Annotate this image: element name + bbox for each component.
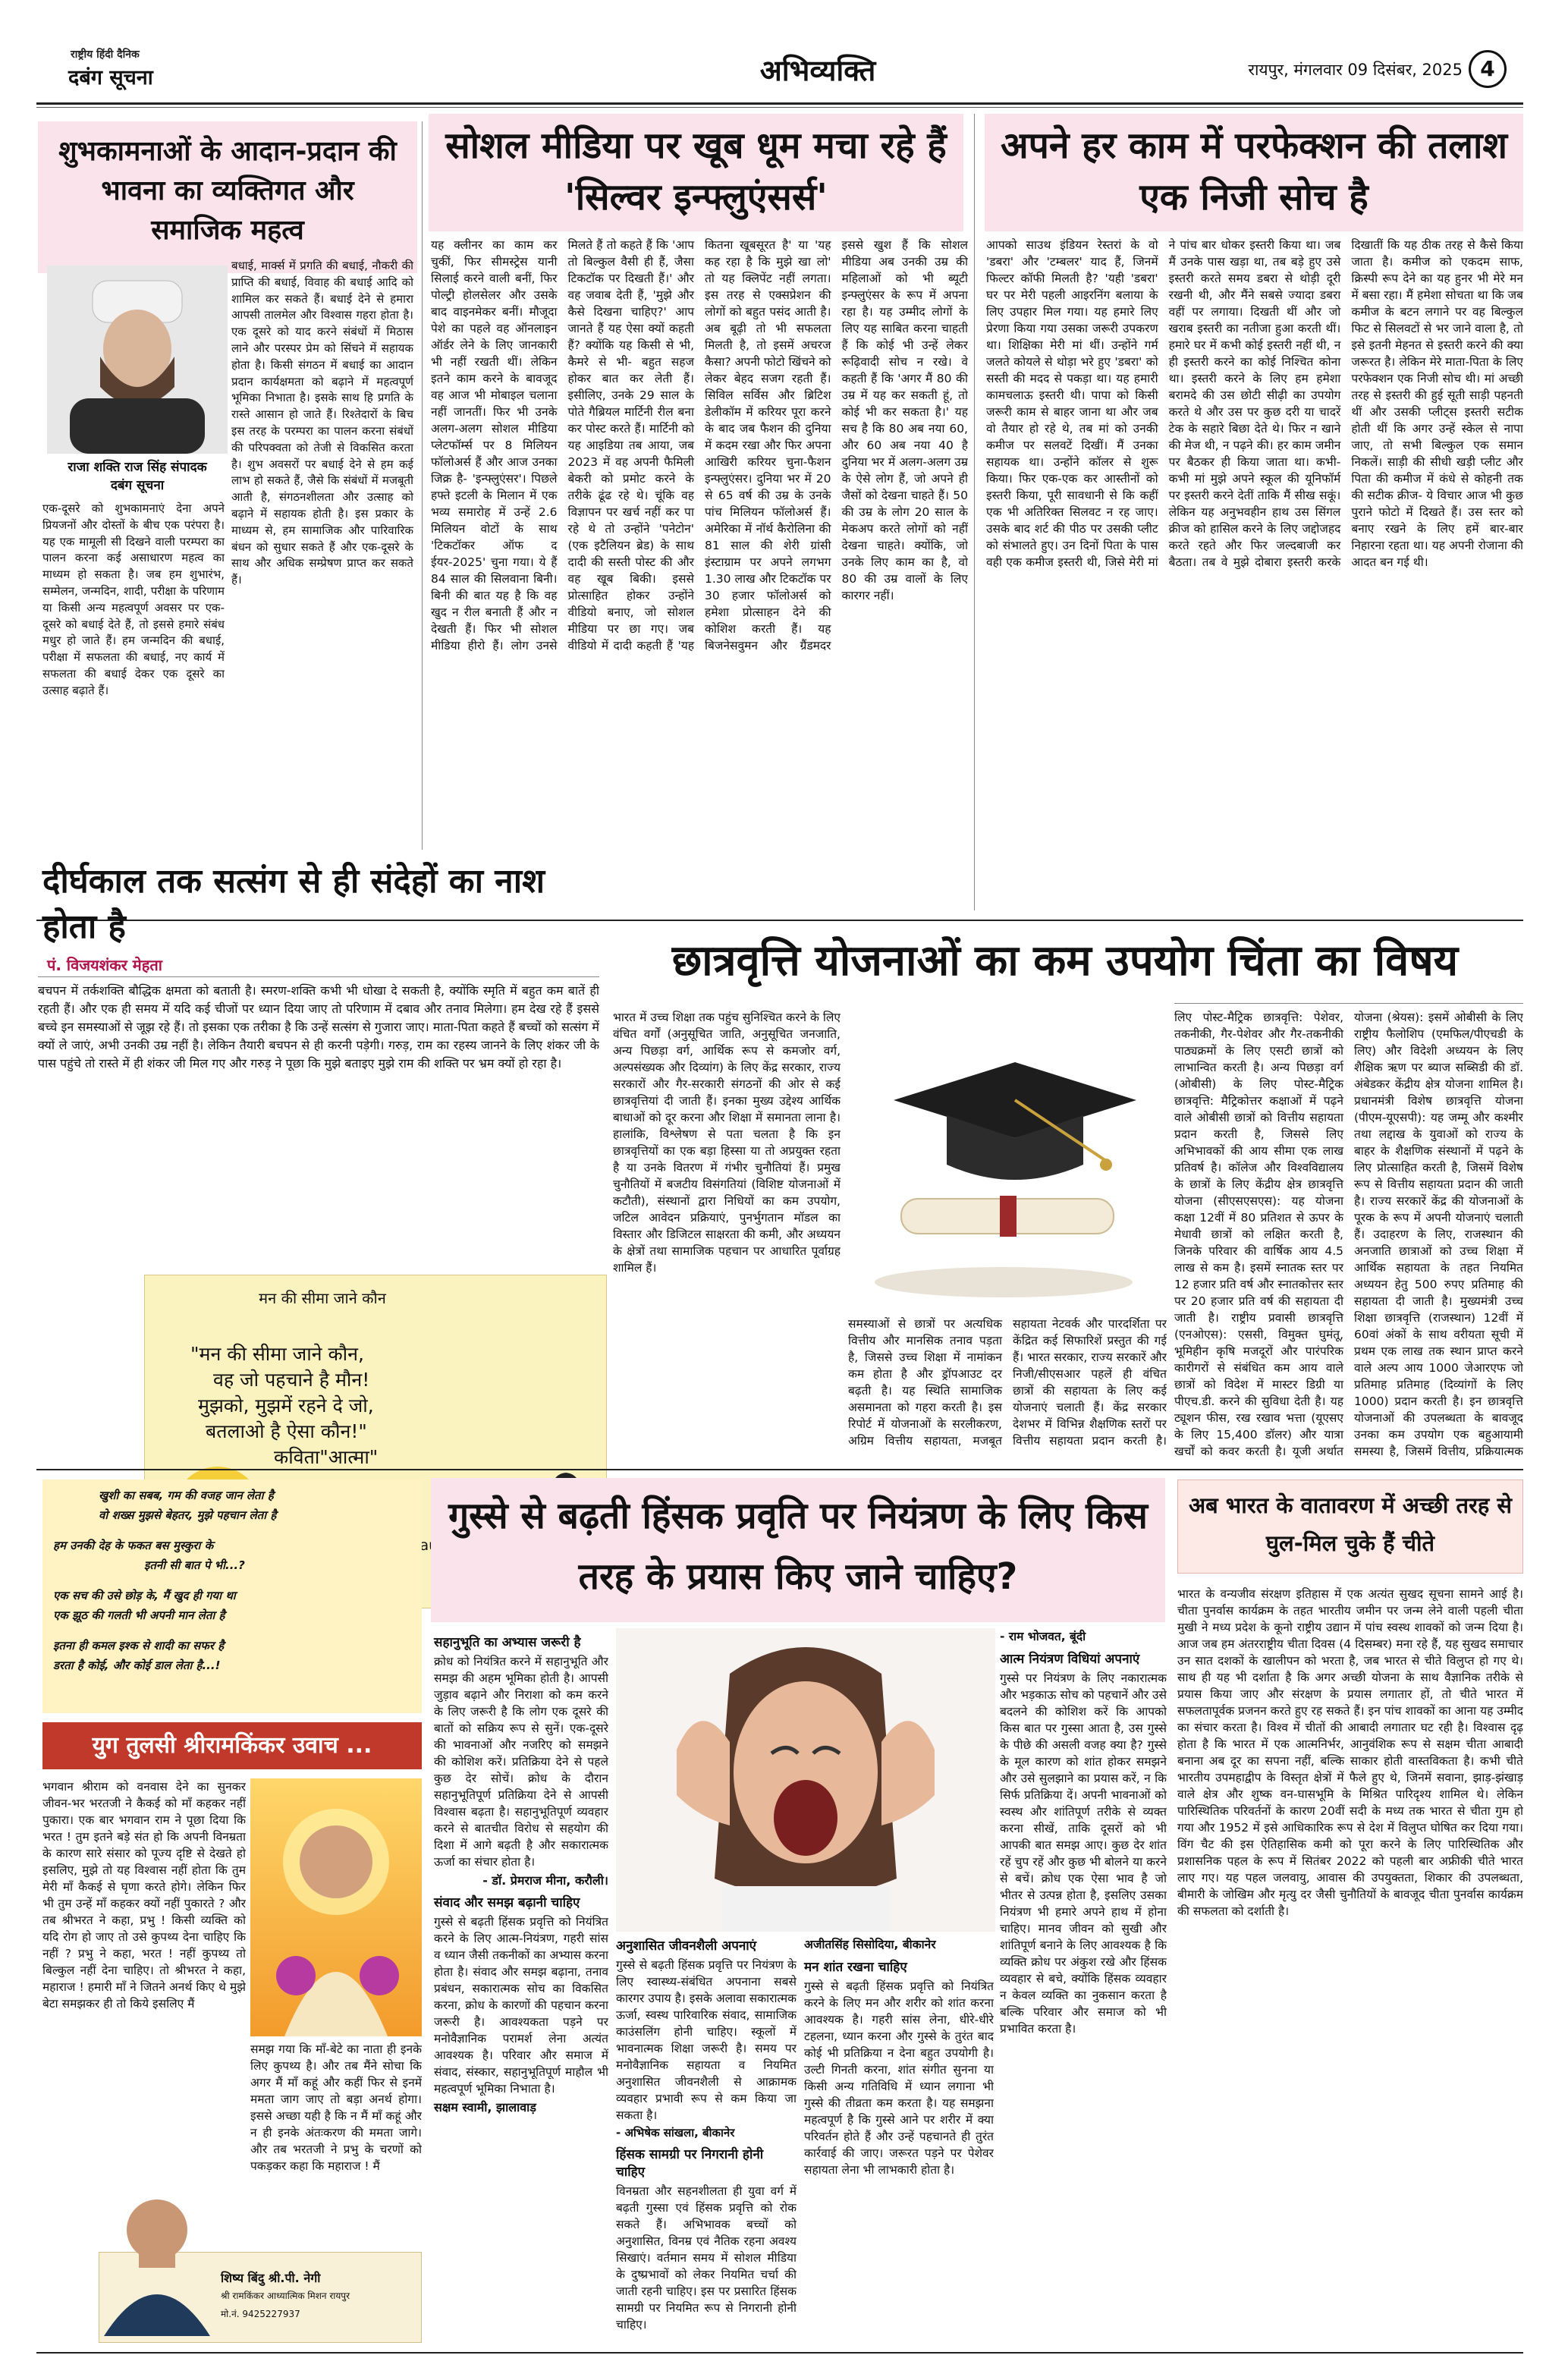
quote-line-3: हम उनकी देह के फकत बस मुस्कुरा के (53, 1539, 214, 1552)
quote-line-4: इतनी सी बात पे भी...? (144, 1558, 245, 1572)
article-7-col3-sign-wrap (1000, 1628, 1167, 1645)
masthead-name: दबंग सूचना (68, 66, 153, 90)
article-5-header (607, 927, 1523, 1003)
article-2-header (429, 114, 963, 231)
article-6-body: भगवान श्रीराम को वनवास देने का सुनकर जीवन-भर भरतजी ने कैकई को माँ कहकर नहीं पुकारा। एक बार भगवान राम ने पूछा दिया कि भरत ! तुम इतने बड़े संत हो कि अपनी विनम्रता के कारण सारे संसार को पूज्य दृष्टि से देखते हो इसलिए, मुझे तो यह विश्वास नहीं होता कि तुम मेरी माँ कैकई से घृणा करते होगे। लेकिन फिर भी तुम उन्हें माँ कहकर क्यों नहीं पुकारते ? और तब श्रीभरत ने कहा, प्रभु ! किसी व्यक्ति को यदि रोग हो जाए तो उसे कुपथ्य देना चाहिए कि नहीं ? प्रभु ने कहा, भरत ! नहीं कुपथ्य तो बिल्कुल नहीं देना चाहिए। तो श्रीभरत ने कहा, महाराज ! हमारी माँ ने जितने अनर्थ किए थे मुझे बेटा समझकर ही तो किये इसलिए मैं (42, 1780, 246, 2011)
article-7-col-4 (1000, 1628, 1167, 2349)
contributor-role: श्री रामकिंकर आध्यात्मिक मिशन रायपुर (221, 2291, 350, 2301)
article-3-header (985, 114, 1523, 231)
author-photo (47, 266, 228, 454)
quotes-box (42, 1479, 422, 1713)
article-4-body: बचपन में तर्कशक्ति बौद्धिक क्षमता को बताती है। स्मरण-शक्ति कभी भी धोखा दे सकती है, क्योंकि स्मृति में बहुत कम बातें ही रहती हैं। और एक ही समय में यदि कई चीजों पर ध्यान दिया जाए तो परिणाम में दबाव और तनाव मिलेगा। हम देख रहे हैं इससे बच्चे इन समस्याओं से जूझ रहे हैं। तो इसका एक तरीका है कि उन्हें सत्संग से गुजारा जाए। माता-पिता कहते हैं बच्चों को सत्संग में क्यों ले जाएं, अभी उनकी उम्र नहीं है। लेकिन तैयारी बचपन से ही करनी पड़ेगी। गरुड़, राम का रहस्य जानने के लिए शंकर जी के पास पहुंचे तो रास्ते में ही शंकर जी मिल गए और गरुड़ ने पूछा कि मुझे बताइए मुझे राम की शक्ति पर भ्रम क्यों हो रहा है। (38, 983, 599, 1071)
poem-line-3: मुझको, मुझमें रहने दे जो, (198, 1395, 374, 1417)
article-7-col2-text: गुस्से से बढ़ती हिंसक प्रवृत्ति पर नियंत्रण के लिए स्वास्थ्य-संबंधित अपनाना सबसे कारगर उपाय है। इसके अलावा सकारात्मक ऊर्जा, स्वस्थ पारिवारिक संवाद, सामाजिक काउंसलिंग होनी चाहिए। स्कूलों में भावनात्मक शिक्षा जरूरी है। समय पर मनोवैज्ञानिक सहायता व नियमित अनुशासित जीवनशैली से आक्रामक व्यवहार प्रभावी रूप से कम किया जा सकता है। (616, 1958, 797, 2122)
article-1-title: शुभकामनाओं के आदान-प्रदान की भावना का व्यक्तिगत और समाजिक महत्व (58, 136, 397, 246)
article-7-title: गुस्से से बढ़ती हिंसक प्रवृति पर नियंत्रण के लिए किस तरह के प्रयास किए जाने चाहिए? (448, 1495, 1148, 1598)
poem-line-2: वह जो पहचाने है मौन! (213, 1369, 370, 1391)
section-rule (36, 1469, 1523, 1470)
article-5-mid-text: समस्याओं से छात्रों पर अत्यधिक वित्तीय और मानसिक तनाव पड़ता है, जिससे उच्च शिक्षा में नामांकन कम होता है और ड्रॉपआउट दर बढ़ती है। यह स्थिति सामाजिक असमानता को गहरा करती है। इस रिपोर्ट में योजनाओं के सरलीकरण, अग्रिम वित्तीय सहायता, मजबूत सहायता नेटवर्क और पारदर्शिता पर केंद्रित कई सिफारिशें प्रस्तुत की गई हैं। भारत सरकार, राज्य सरकारें और निजी/सीएसआर पहलें ही वंचित छात्रों की सहायता के लिए कई योजनाएं चलाती हैं। केंद्र सरकार देशभर में विभिन्न शैक्षणिक स्तरों पर वित्तीय सहायता प्रदान करती है। (848, 1317, 1167, 1448)
col-divider (422, 121, 423, 850)
article-7-col-3 (804, 1936, 994, 2346)
article-2-title: सोशल मीडिया पर खूब धूम मचा रहे हैं 'सिल्वर इन्फ्लुएंसर्स' (445, 124, 947, 219)
sub-heading-4: हिंसक सामग्री पर निगरानी होनी चाहिए (616, 2147, 764, 2180)
quote-line-5: एक सच की उसे छोड़ के, मैं खुद ही गया था (53, 1589, 236, 1602)
article-8-body: भारत के वन्यजीव संरक्षण इतिहास में एक अत्यंत सुखद सूचना सामने आई है। चीता पुनर्वास कार्यक्रम के तहत भारतीय जमीन पर जन्म लेने वाली पहली चीता मुखी ने मध्य प्रदेश के कूनो राष्ट्रीय उद्यान में पांच स्वस्थ शावकों को जन्म दिया है। आज जब हम अंतरराष्ट्रीय चीता दिवस (4 दिसम्बर) मना रहे हैं, यह सुखद समाचार उन सात दशकों के खालीपन को भरता है, जब भारत से चीते विलुप्त हो गए थे। साथ ही यह भी दर्शाता है कि अगर अच्छी योजना के साथ वैज्ञानिक तरीके से प्रयास किया जाए और संरक्षण के प्रयास लगातार हों, तो चीते भारत में सफलतापूर्वक प्रजनन करते हुए रह सकते हैं। इन पांच शावकों का आना यह उम्मीद का संचार करता है। विश्व में चीतों की आबादी लगातार घट रही है। विश्वास दृढ़ होता है कि भारत में एक आत्मनिर्भर, आनुवंशिक रूप से सक्षम चीता आबादी बनाना अब दूर का सपना नहीं, बल्कि साकार होती वास्तविकता है। कभी चीते भारतीय उपमहाद्वीप के विस्तृत क्षेत्रों में फैले हुए थे, जिनमें सवाना, झाड़-झंखाड़ वाले क्षेत्र और शुष्क वन-घासभूमि के मिश्रित पारिदृश्य शामिल थे। लेकिन पारिस्थितिक परिवर्तनों के कारण 20वीं सदी के मध्य तक भारत से चीता गुम हो गया और 1952 में इसे आधिकारिक रूप से देश में विलुप्त घोषित कर दिया गया। विंग चैट की इस ऐतिहासिक कमी को पूरा करने के लिए पारिस्थितिक और प्रशासनिक पहल के रूप में सितंबर 2022 को पहली बार अफ्रीकी चीते भारत लाए गए। यह पहल जलवायु, आवास की उपयुक्तता, शिकार की उपलब्धता, बीमारी के जोखिम और मृत्यु दर जैसी चुनौतियों के बावजूद चीता पुनर्वास कार्यक्रम की सफलता को दर्शाती है। (1177, 1587, 1523, 1918)
article-7-col2-sign: - अभिषेक सांखला, बीकानेर (616, 2126, 735, 2140)
saint-image (250, 1778, 422, 2036)
sub-heading-1: सहानुभूति का अभ्यास जरूरी है (434, 1635, 581, 1650)
quote-line-6: एक झूठ की गलती भी अपनी मान लेता है (53, 1608, 225, 1622)
article-5-rule (1174, 1003, 1523, 1004)
article-5-left-text: भारत में उच्च शिक्षा तक पहुंच सुनिश्चित करने के लिए वंचित वर्गों (अनुसूचित जाति, अनुसूचित जनजाति, अन्य पिछड़ा वर्ग, आर्थिक रूप से कमजोर वर्ग, अल्पसंख्यक और दिव्यांग) के लिए केंद्र सरकार, राज्य सरकारों और गैर-सरकारी संगठनों की ओर से कई छात्रवृत्तियां दी जाती हैं। इनका मुख्य उद्देश्य आर्थिक बाधाओं को दूर करना और शिक्षा में समानता लाना है। हालांकि, विश्लेषण से पता चलता है कि इन छात्रवृत्तियों का एक बड़ा हिस्सा या तो अप्रयुक्त रहता है या उनके वितरण में गंभीर चुनौतियां हैं। प्रमुख चुनौतियों में बजटीय विसंगतियां (विशिष्ट योजनाओं में कटौती), संस्थानों द्वारा निधियों का कम उपयोग, जटिल आवेदन प्रक्रियाएं, पुनर्भुगतान मॉडल का विस्तार और डिजिटल साक्षरता की कमी, और अध्ययन के क्षेत्रों तथा सामाजिक पहचान पर आधारित पूर्वाग्रह शामिल हैं। (613, 1011, 841, 1275)
article-7-col1-text: क्रोध को नियंत्रित करने में सहानुभूति और समझ की अहम भूमिका होती है। आपसी जुड़ाव बढ़ाने और निराशा को कम करने के लिए जरूरी है कि लोग एक दूसरे की बातों को सक्रिय रूप से सुनें। एक-दूसरे की भावनाओं और नजरिए को समझने की कोशिश करें। प्रतिक्रिया देने से पहले कुछ देर सोचें। क्रोध के दौरान सहानुभूतिपूर्ण प्रतिक्रिया देने से आपसी विश्वास बढ़ता है। सहानुभूतिपूर्ण व्यवहार करने से बातचीत विरोध से सहयोग की दिशा में आगे बढ़ती है और सकारात्मक ऊर्जा का संचार होता है। (434, 1655, 608, 1869)
contributor-phone: मो.नं. 9425227937 (221, 2309, 300, 2319)
graduation-image (848, 1009, 1167, 1311)
article-7-header (431, 1478, 1165, 1622)
article-6-header (42, 1722, 422, 1769)
article-4-title: दीर्घकाल तक सत्संग से ही संदेहों का नाश होता है (42, 862, 545, 946)
sub-heading-3: अनुशासित जीवनशैली अपनाएं (616, 1939, 757, 1954)
article-8-header (1177, 1479, 1523, 1574)
author-photo-frame (47, 266, 228, 493)
article-7-col2b-sign: अजीतसिंह सिसोदिया, बीकानेर (804, 1938, 936, 1951)
article-1-body-bottom: एक-दूसरे को शुभकामनाएं देना अपने प्रियजनों और दोस्तों के बीच एक परंपरा है। यह एक मामूली सी दिखने वाली परम्परा का पालन करना कई असाधारण महत्व का माध्यम हो सकता है। जब हम शुभारंभ, सम्मेलन, जन्मदिन, शादी, परीक्षा के परिणाम या किसी अन्य महत्वपूर्ण अवसर पर एक-दूसरे को बधाई देते हैं, तो इससे हमारे संबंध मधुर हो जाते हैं। हम जन्मदिन की बधाई, परीक्षा में सफलता की बधाई, नए कार्य में सफलता की बधाई देकर एक दूसरे का उत्साह बढ़ाते हैं। (42, 502, 225, 697)
author-caption: राजा शक्ति राज सिंह संपादक दबंग सूचना (68, 460, 207, 493)
page-number-badge: 4 (1469, 50, 1507, 88)
article-8-title: अब भारत के वातावरण में अच्छी तरह से घुल-मिल चुके हैं चीते (1189, 1492, 1512, 1556)
masthead-rule (36, 102, 1523, 105)
quote-line-1: खुशी का सबब, गम की वजह जान लेता है (99, 1489, 274, 1502)
article-7-col-2 (616, 1936, 797, 2346)
article-3-body: आपको साउथ इंडियन रेस्तरां के वो 'डबरा' और 'टम्बलर' याद हैं, जिनमें फिल्टर कॉफी मिलती है? 'यही 'डबरा' घर पर मेरी पहली आइरनिंग बलाया के लिए उपहार मिल गया। यह हमारे लिए प्रेरणा किया गया उसका जरूरी उपकरण था। शिक्षिका मेरी मां थीं। उन्होंने गर्म जलते कोयले से थोड़ा भरे हुए 'डबरा' को सस्ती की मदद से पकड़ा था। यह हमारी कामचलाऊ इस्तरी थी। पापा को किसी जरूरी काम से बाहर जाना था और जब वो तैयार हो रहे थे, तब मां को उनकी कमीज पर सलवटें दिखीं। मैं उनका सहायक था। उन्होंने कॉलर से शुरू किया। फिर एक-एक कर आस्तीनों को इस्तरी किया, पूरी सावधानी से कि कहीं एक भी अतिरिक्त सिलवट न रह जाए। उसके बाद शर्ट की पीठ पर उसकी प्लीट को संभालते हुए। उन दिनों पिता के पास वही एक कमीज इस्तरी थी, जिसे मेरी मां ने पांच बार धोकर इस्तरी किया था। जब मैं उनके पास खड़ा था, तब बड़े हुए उसे इस्तरी करते समय डबरा से थोड़ी दूरी रखनी थी, और मैंने सबसे ज्यादा डबरा वहीं पर लगाया। दिखती थीं और जो खराब इस्तरी का नतीजा हुआ करती थीं। हमारे घर में कभी कोई इस्तरी नहीं थी, न ही इस्तरी करने का कोई निश्चित कोना था। इस्तरी करने के लिए हम हमेशा बरामदे की उस छोटी सीढ़ी का उपयोग करते थे और उस पर कुछ दरी या चादरें टेक के सहारे बिछा देते थे। फिर न खाने की मेज थी, न पढ़ने की। हर काम जमीन पर बैठकर ही किया जाता था। कभी-कभी मां मुझे अपने स्कूल की यूनिफॉर्म पर इस्तरी करने देतीं ताकि मैं सीख सकूं। लेकिन यह अनुभवहीन हाथ उस सिंगल क्रीज को हासिल करने के लिए जद्दोजहद करते रहते और फिर जल्दबाजी कर बैठता। तब वे मुझे दोबारा इस्तरी करके दिखातीं कि यह ठीक तरह से कैसे किया जाता है। कमीज को एकदम साफ, क्रिस्पी रूप देने का यह हुनर भी मेरे मन में बसा रहा। मैं हमेशा सोचता था कि जब कमीज के बटन लगाने पर वह बिल्कुल फिट से सिलवटों से भर जाने वाला है, तो इसे इतनी मेहनत से इस्तरी करने की क्या जरूरत है। लेकिन मेरे माता-पिता के लिए परफेक्शन एक निजी सोच थी। मां अच्छी तरह से इस्तरी की हुई सूती साड़ी पहनती थीं और उसकी प्लीट्स इस्तरी सटीक होती थीं कि अगर उन्हें स्केल से नापा जाए, तो सभी बिल्कुल एक समान निकलें। साड़ी की सीधी खड़ी प्लीट और पिता की कमीज में कंधे से कोहनी तक की सटीक क्रीज- ये विचार आज भी कुछ पुराने फोटो में दिखते हैं। उस स्तर को बनाए रखने के लिए हमें बार-बार निहारना रहता था। यह अपनी रोजाना की आदत बन गई थी। (986, 238, 1523, 569)
masthead (36, 46, 1531, 99)
sub-heading-6: आत्म नियंत्रण विधियां अपनाएं (1000, 1652, 1140, 1667)
section-title: अभिव्यक्ति (759, 54, 876, 87)
article-4-byline: पं. विजयशंकर मेहता (38, 953, 599, 977)
article-7-col-1 (434, 1628, 608, 2349)
article-5-right-text: लिए पोस्ट-मैट्रिक छात्रवृत्ति: पेशेवर, तकनीकी, गैर-पेशेवर और गैर-तकनीकी पाठ्यक्रमों के लिए एसटी छात्रों को लाभान्वित करती है। अन्य पिछड़ा वर्ग (ओबीसी) के लिए पोस्ट-मैट्रिक छात्रवृत्ति: मैट्रिकोत्तर कक्षाओं में पढ़ने वाले ओबीसी छात्रों को वित्तीय सहायता प्रदान करती है, जिससे लिए अभिभावकों की आय सीमा एक लाख प्रतिवर्ष है। कॉलेज और विश्वविद्यालय के छात्रों के लिए केंद्रीय क्षेत्र छात्रवृत्ति योजना (सीएसएसएस): यह योजना कक्षा 12वीं में 80 प्रतिशत से ऊपर के मेधावी छात्रों को लक्षित करती है, जिनके परिवार की वार्षिक आय 4.5 लाख से कम है। इसमें स्नातक स्तर पर 12 हजार प्रति वर्ष और स्नातकोत्तर स्तर पर 20 हजार प्रति वर्ष की सहायता दी जाती है। राष्ट्रीय प्रवासी छात्रवृत्ति (एनओएस): एससी, विमुक्त घुमंतू, भूमिहीन कृषि मजदूरों और पारंपरिक कारीगरों से संबंधित कम आय वाले छात्रों को विदेश में मास्टर डिग्री या पीएच.डी. करने की सुविधा देती है। यह ट्यूशन फीस, रख रखाव भत्ता (यूएसए के लिए 15,400 डॉलर) और यात्रा खर्चों को कवर करती है। यूजी अर्थात योजना (श्रेयस): इसमें ओबीसी के लिए राष्ट्रीय फैलोशिप (एमफिल/पीएचडी के लिए) और विदेशी अध्ययन के लिए शैक्षिक ऋण पर ब्याज सब्सिडी की डॉ. अंबेडकर केंद्रीय क्षेत्र योजना शामिल है। प्रधानमंत्री विशेष छात्रवृत्ति योजना (पीएम-यूएसपी): यह जम्मू और कश्मीर तथा लद्दाख के युवाओं को राज्य के बाहर के शैक्षणिक संस्थानों में पढ़ने के लिए प्रोत्साहित करती है, जिसमें विशेष रूप से वित्तीय सहायता प्रदान की जाती है। राज्य सरकारें केंद्र की योजनाओं के पूरक के रूप में अपनी योजनाएं चलाती हैं। उदाहरण के लिए, राजस्थान की अनजाति छात्राओं को उच्च शिक्षा में आर्थिक सहायता के तहत नियमित अध्ययन हेतु 500 रुपए प्रतिमाह की सहायता दी जाती है। मुख्यमंत्री उच्च शिक्षा छात्रवृत्ति (राजस्थान) 12वीं में 60वां अंकों के साथ वरीयता सूची में प्रथम एक लाख तक स्थान प्राप्त करने वाले अल्प आय 1000 जेआरएफ जो प्रतिमाह प्रतिमाह (दिव्यांगों के लिए 1000) प्रदान करती है। इन छात्रवृत्ति योजनाओं की उपलब्धता के बावजूद उनका कम उपयोग एक बहुआयामी समस्या है, जिसमें वित्तीय, प्रक्रियात्मक (1174, 1011, 1523, 1458)
graduation-cap-icon (848, 1009, 1167, 1311)
poem-title: मन की सीमा जाने कौन (259, 1289, 386, 1307)
poem-line-5: कविता"आत्मा" (274, 1446, 379, 1468)
article-7-col4-text: गुस्से पर नियंत्रण के लिए नकारात्मक और भड़काऊ सोच को पहचानें और उसे बदलने की कोशिश करें कि आपको किस बात पर गुस्सा आता है, उस गुस्से के पीछे की असली वजह क्या है? गुस्से के मूल कारण को शांत होकर समझने और उसे सुलझाने का प्रयास करें, न कि सिर्फ प्रतिक्रिया दें। अपनी भावनाओं को स्वस्थ और शांतिपूर्ण तरीके से व्यक्त करना सीखें, ताकि दूसरों को भी आपकी बात समझ आए। कुछ देर शांत रहें चुप रहें और कुछ भी बोलने या करने से बचें। क्रोध एक ऐसा भाव है जो भीतर से उत्पन्न होता है, इसलिए उसका नियंत्रण भी हमारे अपने हाथ में होना चाहिए। मानव जीवन को सुखी और शांतिपूर्ण बनाने के लिए आवश्यक है कि व्यक्ति क्रोध पर अंकुश रखे और हिंसक व्यवहार से बचे, क्योंकि हिंसक व्यवहार न केवल व्यक्ति का नुकसान करता है बल्कि परिवार और समाज को भी प्रभावित करता है। (1000, 1671, 1167, 2036)
contributor-name: शिष्य बिंदु श्री.पी. नेगी (221, 2271, 321, 2285)
masthead-tagline: राष्ट्रीय हिंदी दैनिक (71, 49, 140, 61)
article-7-col1b-sign: सक्षम स्वामी, झालावाड़ (434, 2100, 536, 2115)
quote-line-7: इतना ही कमल इश्क से शादी का सफर है (53, 1639, 225, 1652)
quote-line-8: डरता है कोई, और कोई डाल लेता है...! (53, 1659, 221, 1672)
col-divider (974, 114, 975, 910)
article-7-col2b-sign-wrap (804, 1936, 994, 1953)
poem-line-4: बतलाओ है ऐसा कौन!" (206, 1420, 367, 1442)
quote-line-2: वो शख्स मुझसे बेहतर, मुझे पहचान लेता है (99, 1508, 277, 1522)
sub-heading-2: संवाद और समझ बढ़ानी चाहिए (434, 1895, 580, 1910)
article-6-footer (99, 2252, 422, 2343)
article-7-col1b-text: गुस्से से बढ़ती हिंसक प्रवृत्ति को नियंत्रित करने के लिए आत्म-नियंत्रण, गहरी सांस व ध्यान जैसी तकनीकों का अभ्यास करना होता है। संवाद और समझ बढ़ाना, तनाव प्रबंधन, सकारात्मक सोच का विकसित करना, क्रोध के कारणों की पहचान करना जरूरी है। आवश्यकता पड़ने पर मनोवैज्ञानिक परामर्श लेना अत्यंत आवश्यक है। परिवार और समाज में संवाद, संस्कार, सहानुभूतिपूर्ण माहौल भी महत्वपूर्ण भूमिका निभाता है। (434, 1915, 608, 2096)
article-7-col3-sign: - राम भोजवत, बूंदी (1000, 1630, 1086, 1643)
article-7-col2b-text: विनम्रता और सहनशीलता ही युवा वर्ग में बढ़ती गुस्सा एवं हिंसक प्रवृत्ति को रोक सकते हैं। अभिभावक बच्चों को अनुशासित, विनम्र एवं नैतिक रहना अवश्य सिखाएं। वर्तमान समय में सोशल मीडिया के दुष्प्रभावों को लेकर नियमित चर्चा की जाती रहनी चाहिए। इस पर प्रसारित हिंसक सामग्री पर नियमित रूप से निगरानी होनी चाहिए। (616, 2184, 797, 2332)
poem-line-1: "मन की सीमा जाने कौन, (190, 1343, 364, 1365)
article-6-body-2: समझ गया कि माँ-बेटे का नाता ही इनके लिए कुपथ्य है। और तब मैंने सोचा कि अगर मैं माँ कहूं और कहीं फिर से इनमें ममता जाग जाए तो बड़ा अनर्थ होगा। इससे अच्छा यही है कि न मैं माँ कहूं और न ही इनके अंतःकरण की ममता जागे। और तब भरतजी ने प्रभु के चरणों को पकड़कर कहा कि महाराज ! मैं (250, 2042, 422, 2173)
article-5-title: छात्रवृत्ति योजनाओं का कम उपयोग चिंता का विषय (671, 936, 1459, 986)
page-bottom-rule (36, 2352, 1523, 2354)
article-6-title: युग तुलसी श्रीरामकिंकर उवाच ... (92, 1732, 372, 1759)
article-1-header (38, 121, 417, 273)
article-3-title: अपने हर काम में परफेक्शन की तलाश एक निजी सोच है (1000, 124, 1508, 219)
article-2-body: यह क्लीनर का काम कर चुकीं, फिर सीमस्ट्रेस यानी सिलाई करने वाली बनीं, फिर पोल्ट्री होलसेलर और उसके बाद वाइनमेकर बनीं। मौजूदा पेशे का पहले वह ऑनलाइन ऑर्डर लेने के लिए जानकारी भी नहीं रखती थीं। लेकिन इतने काम करने के बावजूद वह आज भी मोबाइल चलाना नहीं जानतीं। फिर भी उनके अलग-अलग सोशल मीडिया प्लेटफॉर्म्स पर 8 मिलियन फॉलोअर्स हैं और आज उनका जिक्र है- 'इन्फ्लुएंसर'। पिछले हफ्ते इटली के मिलान में एक भव्य समारोह में उन्हें 2.6 मिलियन वोटों के साथ 'टिकटॉकर ऑफ द ईयर-2025' चुना गया। ये हैं 84 साल की सिलवाना बिनी। बिनी की बात यह है कि वह खुद न रील बनाती हैं और न देखती हैं। फिर भी सोशल मीडिया हीरो हैं। लोग उनसे मिलते हैं तो कहते हैं कि 'आप तो बिल्कुल वैसी ही हैं, जैसा टिकटॉक पर दिखती हैं।' और वह जवाब देती हैं, 'मुझे और कैसे दिखना चाहिए?' आप जानते हैं यह ऐसा क्यों कहती हैं? क्योंकि यह किसी से भी, कैमरे से भी- बहुत सहज होकर बात कर लेती हैं। इसीलिए, उनके 29 साल के पोते गैब्रियल मार्टिनी रील बना कर पोस्ट करते हैं। मार्टिनी को यह आइडिया तब आया, जब 2023 में वह अपनी फैमिली बेकरी को प्रमोट करने के तरीके ढूंढ रहे थे। चूंकि वह विज्ञापन पर खर्च नहीं कर पा रहे थे तो उन्होंने 'पनेटोन' (एक इटैलियन ब्रेड) के साथ दादी की सस्ती पोस्ट की और वह खूब बिकी। इससे प्रोत्साहित होकर उन्होंने वीडियो बनाए, जो सोशल मीडिया पर छा गए। जब वीडियो में दादी कहती हैं 'यह कितना खूबसूरत है' या 'यह कह रहा है कि मुझे खा लो' तो यह क्लिपेंट नहीं लगता। इस तरह से एक्सप्रेशन की लोगों को बहुत पसंद आती है। अब बूढ़ी तो भी सफलता मिलती है, तो इसमें अचरज कैसा? अपनी फोटो खिंचने को लेकर बेहद सजग रहती हैं। सिविल सर्विस और ब्रिटिश डेलीकॉम में करियर पूरा करने के बाद जब फैशन की दुनिया में कदम रखा और फिर अपना आखिरी करियर चुना-फैशन इन्फ्लुएंसर। दुनिया भर में 20 से 65 वर्ष की उम्र के उनके पांच मिलियन फॉलोअर्स हैं। अमेरिका में नॉर्थ कैरोलिना की 81 साल की शेरी ग्रांसी इंस्टाग्राम पर अपने लगभग 1.30 लाख और टिकटॉक पर 30 हजार फॉलोअर्स को हमेशा प्रोत्साहन देने की कोशिश करती हैं। यह बिजनेसवुमन और ग्रैंडमदर इससे खुश हैं कि सोशल मीडिया अब उनकी उम्र की महिलाओं को भी ब्यूटी इन्फ्लुएंसर के रूप में अपना रहा है। यह उम्मीद लोगों के लिए यह साबित करना चाहती हैं कि कोई भी उन्हें लेकर रूढ़िवादी सोच न रखे। वे कहती हैं कि 'अगर मैं 80 की उम्र में यह कर सकती हूं, तो कोई भी कर सकता है।' यह सच है कि 80 अब नया 60, और 60 अब नया 40 है दुनिया भर में अलग-अलग उम्र के ऐसे लोग हैं, जो अपने ही जैसों को देखना चाहते हैं। 50 की उम्र के लोग 20 साल के मेकअप करते लोगों को नहीं देखना चाहते। क्योंकि, जो उनके लिए काम का है, वो 80 की उम्र वालों के लिए कारगर नहीं। (431, 238, 968, 652)
article-4 (38, 856, 599, 1281)
sub-heading-5: मन शांत रखना चाहिए (804, 1960, 907, 1975)
article-7-col1-sign: - डॉ. प्रेमराज मीना, करौली। (482, 1873, 608, 1888)
contributor-photo (104, 2184, 210, 2336)
saint-portrait (250, 1778, 422, 2036)
dateline: रायपुर, मंगलवार 09 दिसंबर, 2025 (1248, 61, 1463, 79)
article-7-col3-text: गुस्से से बढ़ती हिंसक प्रवृत्ति को नियंत्रित करने के लिए मन और शरीर को शांत करना आवश्यक है। गहरी सांस लेना, धीरे-धीरे टहलना, ध्यान करना और गुस्से के तुरंत बाद कोई भी प्रतिक्रिया न देना बहुत उपयोगी है। उल्टी गिनती करना, शांत संगीत सुनना या किसी अन्य गतिविधि में ध्यान लगाना भी गुस्से की तीव्रता कम करता है। यह समझना महत्वपूर्ण है कि गुस्से आने पर शरीर में क्या परिवर्तन होते हैं और उन्हें पहचानते ही तुरंत कार्रवाई की जाए। जरूरत पड़ने पर पेशेवर सहायता लेना भी लाभकारी होता है। (804, 1979, 994, 2177)
article-1-body-top: बधाई, मार्क्स में प्रगति की बधाई, नौकरी की प्राप्ति की बधाई, विवाह की बधाई आदि को शामिल कर सकते हैं। बधाई देने से हमारा आपसी तालमेल और विश्वास गहरा होता है। एक दूसरे को याद करने संबंधों में मिठास लाने और परस्पर प्रेम को सिंचने में सहायक होता है। किसी संगठन में बधाई का आदान प्रदान कार्यक्षमता को बढ़ाने में महत्वपूर्ण भूमिका निभाता है। इसके साथ हि प्रगति के रास्ते आसान हो जाते हैं। रिश्तेदारों के बिच इस तरह के परम्परा का पालन करना संबंधों की परिपक्वता को तेजी से विकसित करता है। शुभ अवसरों पर बधाई देने से हम कई लाभ हो सकते हैं, जैसे कि संबंधों में मजबूती आती है, संगठनशीलता और उत्साह को बढ़ाने में सहायक होती है। इस प्रकार के माध्यम से, हम सामाजिक और पारिवारिक बंधन को सुधार सकते हैं और एक-दूसरे के साथ और अधिक सम्प्रेषण प्राप्त कर सकते हैं। (231, 259, 413, 587)
screaming-woman-image (616, 1628, 995, 1932)
angry-woman-photo (616, 1628, 995, 1932)
masthead-rule-thin (36, 107, 1523, 108)
